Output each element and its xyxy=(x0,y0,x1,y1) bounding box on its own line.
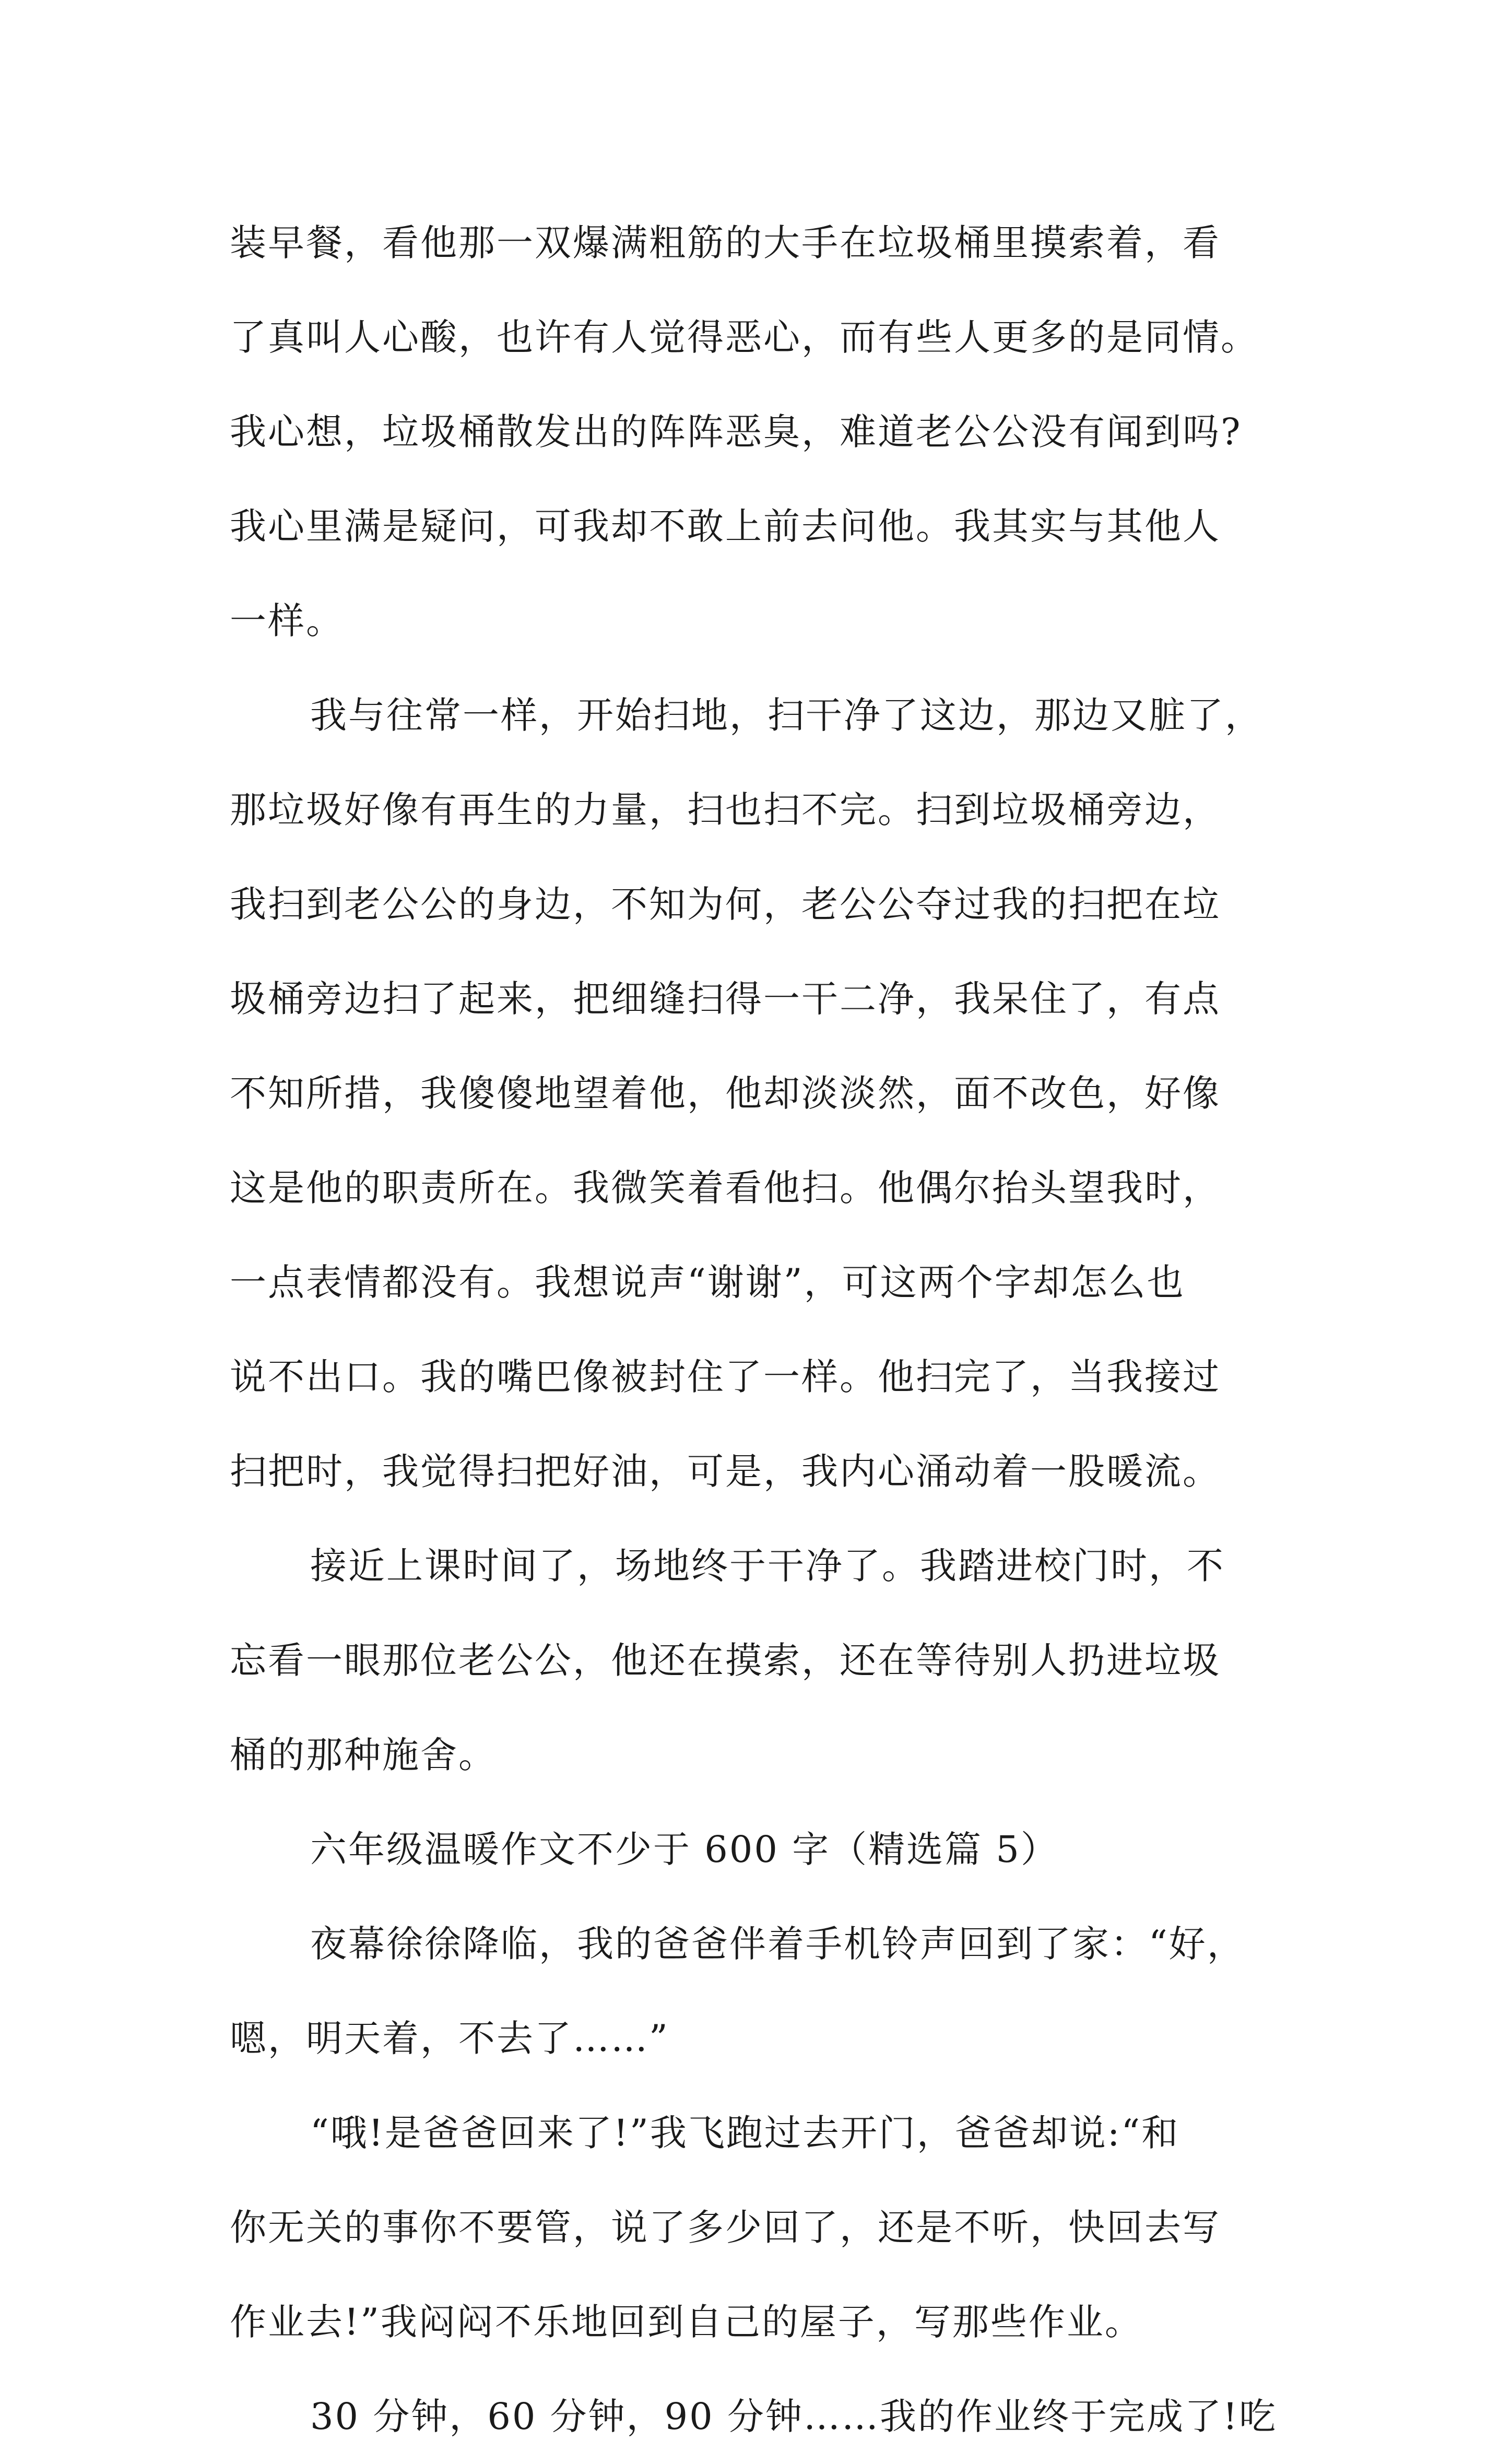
section-heading: 六年级温暖作文不少于 600 字（精选篇 5） xyxy=(310,1828,1059,1871)
text-line: 装早餐，看他那一双爆满粗筋的大手在垃圾桶里摸索着，看 xyxy=(230,221,1221,264)
text-line: 嗯，明天着，不去了……” xyxy=(230,2017,669,2060)
text-line: 我心想，垃圾桶散发出的阵阵恶臭，难道老公公没有闻到吗? xyxy=(230,410,1242,453)
text-line: 说不出口。我的嘴巴像被封住了一样。他扫完了，当我接过 xyxy=(230,1355,1221,1398)
text-line: 这是他的职责所在。我微笑着看他扫。他偶尔抬头望我时， xyxy=(230,1166,1221,1209)
paragraph-start-line: 接近上课时间了，场地终于干净了。我踏进校门时，不 xyxy=(310,1545,1225,1587)
text-line: 我扫到老公公的身边，不知为何，老公公夺过我的扫把在垃 xyxy=(230,883,1221,926)
text-line: 作业去!”我闷闷不乐地回到自己的屋子，写那些作业。 xyxy=(230,2301,1143,2343)
text-line: 那垃圾好像有再生的力量，扫也扫不完。扫到垃圾桶旁边， xyxy=(230,788,1221,831)
text-line: 桶的那种施舍。 xyxy=(230,1734,497,1776)
text-line: 忘看一眼那位老公公，他还在摸索，还在等待别人扔进垃圾 xyxy=(230,1639,1221,1682)
text-line: 我心里满是疑问，可我却不敢上前去问他。我其实与其他人 xyxy=(230,505,1221,548)
text-line: 不知所措，我傻傻地望着他，他却淡淡然，面不改色，好像 xyxy=(230,1072,1221,1115)
text-line: 扫把时，我觉得扫把好油，可是，我内心涌动着一股暖流。 xyxy=(230,1450,1221,1493)
text-line: 你无关的事你不要管，说了多少回了，还是不听，快回去写 xyxy=(230,2206,1221,2249)
text-line: 了真叫人心酸，也许有人觉得恶心，而有些人更多的是同情。 xyxy=(230,316,1259,359)
paragraph-start-line: “哦!是爸爸回来了!”我飞跑过去开门，爸爸却说:“和 xyxy=(310,2112,1180,2154)
paragraph-start-line: 夜幕徐徐降临，我的爸爸伴着手机铃声回到了家：“好， xyxy=(310,1923,1245,1965)
paragraph-start-line: 30 分钟，60 分钟，90 分钟……我的作业终于完成了!吃 xyxy=(310,2395,1278,2438)
text-line: 一样。 xyxy=(230,599,344,642)
text-line: 圾桶旁边扫了起来，把细缝扫得一干二净，我呆住了，有点 xyxy=(230,977,1221,1020)
body-text xyxy=(230,196,1284,2464)
paragraph-start-line: 我与往常一样，开始扫地，扫干净了这边，那边又脏了， xyxy=(310,694,1263,737)
text-line: 一点表情都没有。我想说声“谢谢”，可这两个字却怎么也 xyxy=(230,1261,1185,1304)
